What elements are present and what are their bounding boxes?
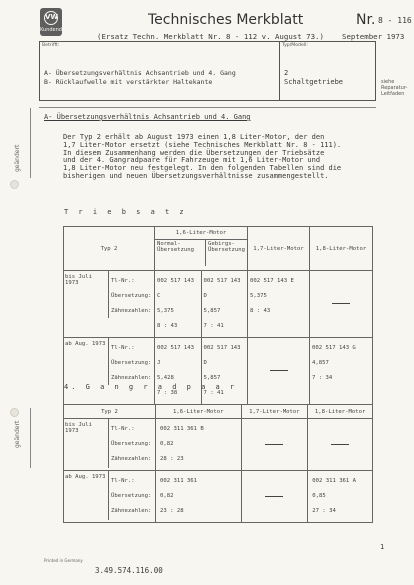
triebsatz-col-17: 1,7-Liter-Motor: [248, 227, 310, 271]
betrifft-label: Betrifft:: [42, 43, 60, 48]
period: bis Juli 1973: [64, 419, 109, 468]
side-note: [381, 79, 407, 97]
change-bar-2: [30, 408, 31, 468]
cell-value: 5,428: [156, 375, 174, 381]
table-row: [64, 271, 373, 338]
empty-cell-dash: [241, 419, 308, 471]
row-label: Zähnezahlen:: [111, 508, 152, 514]
period: ab Aug. 1973: [64, 338, 109, 385]
cell-value: 002 311 361 A: [312, 478, 357, 484]
logo-brand: VW: [44, 11, 58, 25]
gangradpaar-table: [63, 404, 373, 523]
row-label: Zähnezahlen:: [111, 375, 152, 381]
cell-value: 28 : 23: [159, 456, 184, 462]
typ-label: Typ/Modell:: [282, 43, 308, 48]
printed-note: Printed in Germany: [44, 558, 83, 563]
cell-value: 27 : 34: [312, 508, 336, 514]
triebsatz-table: [63, 226, 373, 405]
col-gebirge-1: Gebirgs-: [207, 241, 235, 247]
triebsatz-heading: T r i e b s a t z: [64, 208, 187, 216]
row-label: Übersetzung:: [111, 293, 152, 299]
row-label: Übersetzung:: [111, 360, 152, 366]
row-label: Übersetzung:: [111, 493, 152, 499]
triebsatz-col-typ: Typ 2: [64, 227, 155, 271]
triebsatz-col-16-group: 1,6-Liter-Motor: [155, 227, 247, 240]
side-note-3: Leitfaden: [381, 91, 405, 97]
divider-line: [39, 107, 376, 108]
row-label: Übersetzung:: [111, 441, 152, 447]
cell-value: 7 : 38: [156, 390, 178, 396]
page-title: Technisches Merkblatt: [148, 12, 304, 28]
cell-value: 23 : 28: [159, 508, 184, 514]
period: bis Juli 1973: [64, 271, 109, 318]
punch-hole-top: [10, 180, 19, 189]
col-normal-1: Normal-: [156, 241, 181, 247]
nr-label: Nr.: [356, 12, 376, 28]
vw-logo-icon: [40, 8, 75, 36]
subject-box-divider: [279, 41, 280, 101]
subject-line-a: A- Übersetzungsverhältnis Achsantrieb und 4. Gang: [44, 69, 236, 77]
cell-value: 002 517 143 G: [312, 345, 356, 351]
cell-value: 002 311 361 B: [159, 426, 204, 432]
gangrad-col-typ: Typ 2: [64, 405, 156, 419]
triebsatz-col-16: [154, 227, 247, 271]
cell-value: 0,82: [159, 493, 174, 499]
empty-cell-dash: [308, 419, 373, 471]
row-label: Zähnezahlen:: [111, 456, 152, 462]
cell-value: 4,857: [312, 360, 329, 366]
cell-value: 0,85: [312, 493, 326, 499]
margin-changed-label-2: geändert: [14, 420, 21, 448]
row-label: Tl-Nr.:: [111, 478, 135, 484]
section-a-paragraph: Der Typ 2 erhält ab August 1973 einen 1,8 Liter-Motor, der den 1,7 Liter-Motor ersetzt (siehe Technisches Merkblatt Nr. 8 - 111). In diesem Zusammenhang werden die Übersetzungen der Triebsätze und der 4. Gangradpaare für Fahrzeuge mit 1,6 Liter-Motor und 1,8 Liter-Motor neu festgelegt. In den folgenden Tabellen sind die bisherigen und neuen Übersetzungsverhältnisse zusammengestellt.: [63, 133, 342, 180]
logo-subtext: Kundendienst: [40, 27, 75, 33]
empty-cell-dash: [310, 271, 373, 338]
cell-value: 002 517 143 C: [156, 278, 195, 299]
cell-value: 5,857: [203, 375, 221, 381]
period: ab Aug. 1973: [64, 471, 109, 520]
margin-changed-label-1: geändert: [14, 144, 21, 172]
page-number: 1: [380, 543, 385, 551]
side-note-1: siehe: [381, 79, 395, 85]
typ-name: Schaltgetriebe: [284, 78, 344, 86]
cell-value: 8 : 43: [156, 323, 178, 329]
empty-cell-dash: [248, 338, 310, 405]
cell-value: 7 : 41: [203, 323, 224, 329]
cell-value: 5,375: [250, 293, 267, 299]
cell-value: 002 517 143 D: [203, 278, 241, 299]
subject-line-b: B- Rücklaufwelle mit verstärkter Haltekante: [44, 78, 213, 86]
table-row: [64, 338, 373, 405]
row-label: Zähnezahlen:: [111, 308, 152, 314]
gangrad-col-16: 1,6-Liter-Motor: [155, 405, 241, 419]
col-gebirge-2: Übersetzung: [207, 247, 246, 253]
row-label: Tl-Nr.:: [111, 426, 135, 432]
change-bar-1: [30, 108, 31, 178]
table-row: [64, 471, 373, 523]
cell-value: 0,82: [159, 441, 174, 447]
cell-value: 002 517 143 E: [250, 278, 294, 284]
cell-value: 5,857: [203, 308, 221, 314]
typ-number: 2: [284, 69, 289, 77]
section-a-title: A- Übersetzungsverhältnis Achsantrieb und 4. Gang: [44, 113, 251, 121]
cell-value: 002 517 143 J: [156, 345, 195, 366]
row-label: Tl-Nr.:: [111, 345, 135, 351]
gangrad-col-18: 1,8-Liter-Motor: [308, 405, 373, 419]
punch-hole-bottom: [10, 408, 19, 417]
nr-value: 8 - 116: [378, 16, 412, 25]
row-label: Tl-Nr.:: [111, 278, 135, 284]
document-code: 3.49.574.116.00: [95, 566, 163, 575]
triebsatz-col-18: 1,8-Liter-Motor: [310, 227, 373, 271]
table-row: [64, 419, 373, 471]
col-normal-2: Übersetzung: [156, 247, 195, 253]
cell-value: 002 517 143 D: [203, 345, 241, 366]
cell-value: 7 : 34: [312, 375, 333, 381]
issue-date: September 1973: [342, 32, 405, 41]
cell-value: 5,375: [156, 308, 174, 314]
cell-value: 8 : 43: [250, 308, 271, 314]
gangradpaar-heading: 4. G a n g r a d p a a r: [64, 383, 238, 391]
gangrad-col-17: 1,7-Liter-Motor: [241, 405, 308, 419]
empty-cell-dash: [241, 471, 308, 523]
side-note-2: Reparatur-: [381, 85, 408, 91]
cell-value: 002 311 361: [159, 478, 198, 484]
replacement-note: (Ersatz Techn. Merkblatt Nr. 8 - 112 v. August 73.): [97, 32, 324, 41]
cell-value: 7 : 41: [203, 390, 224, 396]
